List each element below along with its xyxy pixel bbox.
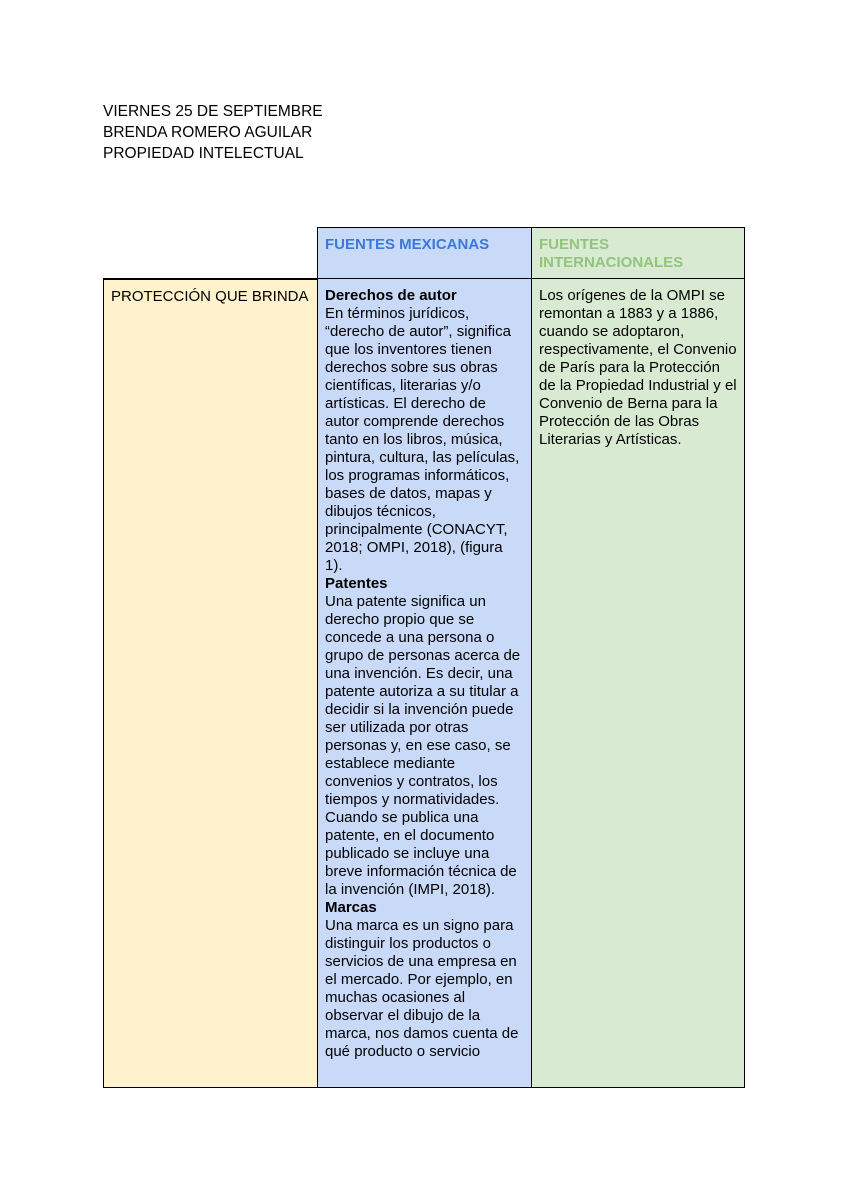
header-author: BRENDA ROMERO AGUILAR bbox=[103, 124, 313, 141]
column-header-mexicanas-label: FUENTES MEXICANAS bbox=[325, 236, 490, 253]
header-subject: PROPIEDAD INTELECTUAL bbox=[103, 145, 304, 162]
section-text-derechos-autor: En términos jurídicos, “derecho de autor”, significa que los inventores tienen derechos sobre sus obras científicas, literarias y/o artísticas. El derecho de autor comprende derechos tanto en los libros, música, pintura, cultura, las películas, los programas informáticos, bases de datos, mapas y dibujos técnicos, principalmente (CONACYT, 2018; OMPI, 2018), (figura 1). bbox=[325, 305, 520, 574]
column-header-internacionales bbox=[531, 227, 745, 280]
comparison-table bbox=[103, 227, 745, 1088]
document-header bbox=[103, 101, 323, 164]
section-text-ompi: Los orígenes de la OMPI se remontan a 1883 y a 1886, cuando se adoptaron, respectivamente, el Convenio de París para la Protección de la Propiedad Industrial y el Convenio de Berna para la Protección de las Obras Literarias y Artísticas. bbox=[539, 287, 737, 448]
section-title-marcas: Marcas bbox=[325, 899, 377, 916]
section-text-marcas: Una marca es un signo para distinguir los productos o servicios de una empresa en el mercado. Por ejemplo, en muchas ocasiones al observar el dibujo de la marca, nos damos cuenta de qué producto o servicio bbox=[325, 917, 519, 1060]
row-header-label: PROTECCIÓN QUE BRINDA bbox=[111, 288, 309, 305]
section-title-derechos-autor: Derechos de autor bbox=[325, 287, 457, 304]
column-header-internacionales-label: FUENTES INTERNACIONALES bbox=[539, 236, 684, 271]
table-corner-cell bbox=[103, 227, 318, 280]
section-title-patentes: Patentes bbox=[325, 575, 388, 592]
header-date: VIERNES 25 DE SEPTIEMBRE bbox=[103, 103, 323, 120]
section-text-patentes: Una patente significa un derecho propio que se concede a una persona o grupo de personas acerca de una invención. Es decir, una patente autoriza a su titular a decidir si la invención puede ser utilizada por otras personas y, en ese caso, se establece mediante convenios y contratos, los tiempos y normatividades. Cuando se publica una patente, en el documento publicado se incluye una breve información técnica de la invención (IMPI, 2018). bbox=[325, 593, 521, 898]
cell-fuentes-internacionales bbox=[531, 278, 745, 1088]
cell-fuentes-mexicanas bbox=[317, 278, 532, 1088]
column-header-mexicanas bbox=[317, 227, 532, 280]
row-header-proteccion bbox=[103, 278, 318, 1088]
